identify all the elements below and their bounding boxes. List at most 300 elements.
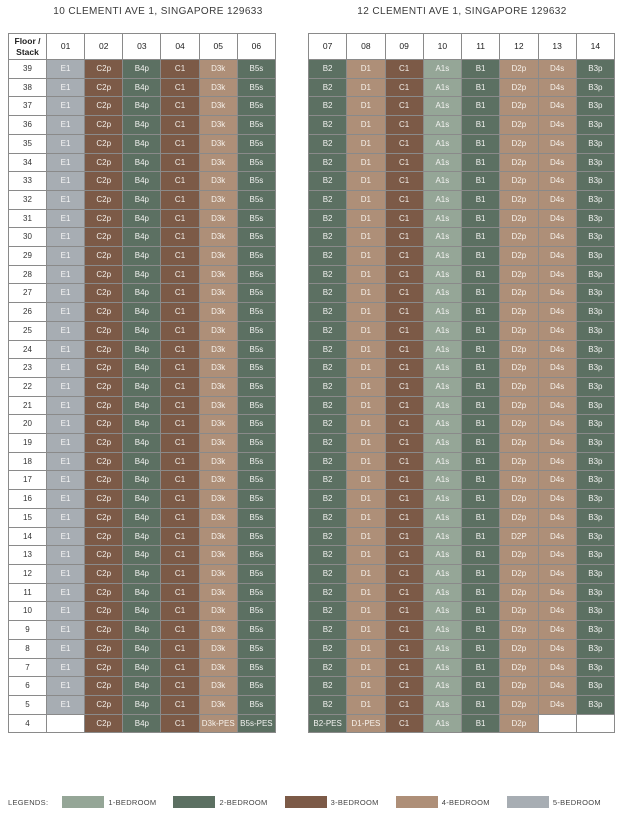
unit-cell: A1s (423, 228, 461, 247)
unit-cell: B4p (123, 677, 161, 696)
unit-cell: D3k (199, 247, 237, 266)
floor-row (309, 265, 615, 284)
floor-stack-header: Floor / Stack (9, 34, 47, 60)
floor-number: 31 (9, 209, 47, 228)
unit-cell: E1 (47, 396, 85, 415)
unit-cell: D2p (500, 415, 538, 434)
floor-row (309, 639, 615, 658)
unit-cell: B1 (462, 228, 500, 247)
unit-cell: E1 (47, 677, 85, 696)
unit-cell: D4s (538, 508, 576, 527)
floor-row (309, 452, 615, 471)
unit-cell: B2 (309, 452, 347, 471)
unit-cell: B4p (123, 190, 161, 209)
unit-cell: C2p (85, 639, 123, 658)
unit-cell: B2 (309, 60, 347, 79)
unit-cell: A1s (423, 471, 461, 490)
unit-cell: B4p (123, 639, 161, 658)
unit-cell: C2p (85, 377, 123, 396)
unit-cell: C1 (385, 359, 423, 378)
floor-row (9, 434, 276, 453)
unit-cell: A1s (423, 78, 461, 97)
unit-cell: B1 (462, 564, 500, 583)
unit-cell: B5s (237, 377, 275, 396)
legend-swatch (173, 796, 215, 808)
floor-row (9, 546, 276, 565)
legend-swatch (285, 796, 327, 808)
unit-cell: B3p (576, 471, 614, 490)
unit-cell: A1s (423, 527, 461, 546)
unit-cell: C1 (385, 190, 423, 209)
unit-cell: D4s (538, 602, 576, 621)
unit-cell: D3k (199, 190, 237, 209)
floor-row (9, 190, 276, 209)
unit-cell: B3p (576, 546, 614, 565)
block-10-header-row (9, 34, 276, 60)
unit-cell: C1 (385, 78, 423, 97)
unit-cell: B2 (309, 303, 347, 322)
unit-cell: C2p (85, 583, 123, 602)
unit-cell: E1 (47, 695, 85, 714)
unit-cell: D3k (199, 209, 237, 228)
unit-cell: C1 (161, 639, 199, 658)
unit-cell: D3k (199, 172, 237, 191)
floor-row (309, 303, 615, 322)
unit-cell: C1 (385, 340, 423, 359)
floor-row (9, 396, 276, 415)
unit-cell: B1 (462, 490, 500, 509)
unit-cell: B1 (462, 172, 500, 191)
unit-cell: B5s (237, 228, 275, 247)
floor-row (309, 377, 615, 396)
unit-cell: B3p (576, 396, 614, 415)
unit-cell: D1 (347, 490, 385, 509)
unit-cell: B2 (309, 228, 347, 247)
unit-cell: D1 (347, 583, 385, 602)
unit-cell: B5s (237, 527, 275, 546)
unit-cell: B3p (576, 564, 614, 583)
unit-cell: D4s (538, 321, 576, 340)
floor-row (309, 116, 615, 135)
unit-cell: C1 (161, 658, 199, 677)
unit-cell: B5s (237, 116, 275, 135)
unit-cell: B3p (576, 153, 614, 172)
unit-cell: D2p (500, 153, 538, 172)
unit-cell: C2p (85, 434, 123, 453)
unit-cell: B5s (237, 621, 275, 640)
unit-cell: D1 (347, 97, 385, 116)
unit-cell: C1 (161, 78, 199, 97)
floor-number: 28 (9, 265, 47, 284)
unit-cell: B3p (576, 527, 614, 546)
floor-row (9, 153, 276, 172)
unit-cell: C1 (385, 228, 423, 247)
unit-cell: C1 (385, 116, 423, 135)
unit-cell: B2 (309, 471, 347, 490)
floor-number: 29 (9, 247, 47, 266)
unit-cell: B3p (576, 247, 614, 266)
unit-cell: A1s (423, 303, 461, 322)
unit-cell: D3k (199, 116, 237, 135)
unit-cell: B2 (309, 490, 347, 509)
unit-cell: B4p (123, 471, 161, 490)
unit-cell: D3k (199, 695, 237, 714)
unit-cell: C1 (161, 134, 199, 153)
unit-cell: B4p (123, 377, 161, 396)
floor-row (9, 340, 276, 359)
unit-cell: E1 (47, 377, 85, 396)
unit-cell: D3k (199, 677, 237, 696)
floor-row (9, 284, 276, 303)
unit-cell: D1 (347, 321, 385, 340)
unit-cell: B2 (309, 602, 347, 621)
unit-cell (538, 714, 576, 733)
unit-cell: D3k (199, 340, 237, 359)
floor-row (309, 209, 615, 228)
unit-cell: E1 (47, 639, 85, 658)
unit-cell: B5s (237, 546, 275, 565)
floor-row (9, 658, 276, 677)
unit-cell: D2p (500, 546, 538, 565)
unit-cell: B4p (123, 60, 161, 79)
unit-cell: A1s (423, 658, 461, 677)
floor-row (309, 471, 615, 490)
unit-cell: D2p (500, 97, 538, 116)
unit-cell: C1 (385, 377, 423, 396)
unit-cell: D3k (199, 377, 237, 396)
unit-cell: E1 (47, 564, 85, 583)
unit-cell: B4p (123, 228, 161, 247)
floor-row (9, 247, 276, 266)
unit-cell: B3p (576, 78, 614, 97)
unit-cell: B1 (462, 714, 500, 733)
unit-cell: D1 (347, 190, 385, 209)
floor-number: 21 (9, 396, 47, 415)
unit-cell: B4p (123, 602, 161, 621)
unit-cell: C1 (385, 434, 423, 453)
unit-cell: B5s (237, 78, 275, 97)
stack-header: 06 (237, 34, 275, 60)
unit-cell: B5s (237, 396, 275, 415)
unit-cell: B3p (576, 97, 614, 116)
unit-cell: D3k (199, 265, 237, 284)
stack-header: 02 (85, 34, 123, 60)
floor-number: 5 (9, 695, 47, 714)
floor-row (309, 97, 615, 116)
unit-cell: C2p (85, 97, 123, 116)
unit-cell: D2p (500, 602, 538, 621)
unit-cell: B1 (462, 508, 500, 527)
unit-cell: B4p (123, 116, 161, 135)
unit-cell: C1 (161, 396, 199, 415)
unit-cell: B3p (576, 172, 614, 191)
floor-row (9, 564, 276, 583)
floor-number: 17 (9, 471, 47, 490)
floor-row (309, 415, 615, 434)
unit-cell: C2p (85, 303, 123, 322)
unit-cell: C2p (85, 209, 123, 228)
unit-cell: D4s (538, 247, 576, 266)
unit-cell: B3p (576, 695, 614, 714)
unit-cell: C1 (161, 153, 199, 172)
unit-cell: C2p (85, 677, 123, 696)
unit-cell: B4p (123, 452, 161, 471)
unit-cell: C1 (161, 116, 199, 135)
stack-header: 03 (123, 34, 161, 60)
unit-cell: B2 (309, 209, 347, 228)
unit-cell: A1s (423, 359, 461, 378)
unit-cell: B2 (309, 564, 347, 583)
unit-cell: B4p (123, 583, 161, 602)
floor-row (9, 97, 276, 116)
floor-row (309, 434, 615, 453)
unit-cell: D3k (199, 546, 237, 565)
unit-cell: B2 (309, 415, 347, 434)
unit-cell: D3k (199, 78, 237, 97)
unit-cell: D2p (500, 190, 538, 209)
floor-row (309, 172, 615, 191)
floor-number: 13 (9, 546, 47, 565)
legend-item-1-bedroom (62, 796, 156, 808)
floor-row (309, 695, 615, 714)
unit-cell: D2p (500, 377, 538, 396)
unit-cell: B2-PES (309, 714, 347, 733)
unit-cell: B4p (123, 265, 161, 284)
unit-cell: D1 (347, 303, 385, 322)
stack-header: 14 (576, 34, 614, 60)
unit-cell: C2p (85, 471, 123, 490)
unit-cell: D4s (538, 527, 576, 546)
unit-cell: D2p (500, 452, 538, 471)
unit-cell: D4s (538, 153, 576, 172)
unit-cell: A1s (423, 377, 461, 396)
legend-item-4-bedroom (396, 796, 490, 808)
unit-cell: C1 (161, 359, 199, 378)
unit-cell: C1 (161, 228, 199, 247)
unit-cell: C2p (85, 359, 123, 378)
unit-cell: D2p (500, 508, 538, 527)
floor-number: 18 (9, 452, 47, 471)
unit-cell: D2p (500, 172, 538, 191)
unit-cell: B2 (309, 97, 347, 116)
unit-cell: C1 (385, 546, 423, 565)
unit-cell: E1 (47, 284, 85, 303)
unit-cell: D2p (500, 714, 538, 733)
floor-number: 8 (9, 639, 47, 658)
unit-cell: D4s (538, 228, 576, 247)
unit-cell: D4s (538, 60, 576, 79)
floor-number: 12 (9, 564, 47, 583)
unit-cell: C1 (385, 153, 423, 172)
unit-cell: B4p (123, 284, 161, 303)
unit-cell: B1 (462, 60, 500, 79)
unit-cell: C1 (161, 303, 199, 322)
unit-cell: C1 (385, 677, 423, 696)
unit-cell: B1 (462, 134, 500, 153)
unit-cell: B2 (309, 377, 347, 396)
unit-cell: A1s (423, 209, 461, 228)
floor-number: 38 (9, 78, 47, 97)
legend-label: 2-BEDROOM (219, 797, 268, 807)
unit-cell: B2 (309, 172, 347, 191)
unit-cell: C2p (85, 658, 123, 677)
unit-cell: A1s (423, 434, 461, 453)
unit-cell: D4s (538, 471, 576, 490)
unit-cell: B1 (462, 321, 500, 340)
unit-cell: A1s (423, 564, 461, 583)
unit-cell: C1 (161, 321, 199, 340)
unit-cell: E1 (47, 340, 85, 359)
floor-number: 37 (9, 97, 47, 116)
unit-cell: C1 (161, 97, 199, 116)
unit-cell: E1 (47, 621, 85, 640)
unit-cell: B4p (123, 658, 161, 677)
floor-row (9, 490, 276, 509)
floor-row (309, 714, 615, 733)
unit-cell: B2 (309, 527, 347, 546)
floor-number: 39 (9, 60, 47, 79)
unit-cell: A1s (423, 639, 461, 658)
unit-cell: E1 (47, 153, 85, 172)
unit-cell: D4s (538, 78, 576, 97)
unit-cell: D1 (347, 172, 385, 191)
floor-row (309, 583, 615, 602)
unit-cell: A1s (423, 714, 461, 733)
legend-item-2-bedroom (173, 796, 267, 808)
unit-cell: C1 (161, 677, 199, 696)
unit-cell: D1 (347, 639, 385, 658)
unit-cell: D2p (500, 247, 538, 266)
unit-cell: D2p (500, 265, 538, 284)
stack-header: 13 (538, 34, 576, 60)
floor-number: 35 (9, 134, 47, 153)
floor-row (9, 78, 276, 97)
unit-cell: B5s (237, 303, 275, 322)
floor-row (9, 209, 276, 228)
floor-number: 23 (9, 359, 47, 378)
unit-cell: A1s (423, 134, 461, 153)
unit-cell: D4s (538, 396, 576, 415)
unit-cell: C1 (385, 172, 423, 191)
unit-cell: B1 (462, 97, 500, 116)
unit-cell: D4s (538, 172, 576, 191)
unit-cell: D2p (500, 340, 538, 359)
unit-cell: B1 (462, 658, 500, 677)
unit-cell: D1 (347, 621, 385, 640)
floor-row (309, 228, 615, 247)
unit-cell: B5s (237, 658, 275, 677)
unit-cell: B5s (237, 490, 275, 509)
unit-cell: C1 (385, 471, 423, 490)
legend-swatch (396, 796, 438, 808)
unit-cell: B3p (576, 677, 614, 696)
unit-cell: D1 (347, 377, 385, 396)
unit-cell: D4s (538, 265, 576, 284)
unit-cell: B1 (462, 396, 500, 415)
unit-cell: B3p (576, 602, 614, 621)
legend-swatch (507, 796, 549, 808)
unit-cell: C2p (85, 78, 123, 97)
unit-cell: C1 (161, 714, 199, 733)
unit-cell: A1s (423, 602, 461, 621)
unit-cell: C2p (85, 714, 123, 733)
unit-cell: B3p (576, 321, 614, 340)
floor-row (309, 247, 615, 266)
unit-cell: C1 (161, 621, 199, 640)
floor-number: 14 (9, 527, 47, 546)
unit-cell: B5s (237, 602, 275, 621)
unit-cell: B1 (462, 415, 500, 434)
unit-cell: B2 (309, 247, 347, 266)
floor-row (309, 134, 615, 153)
unit-cell: C2p (85, 172, 123, 191)
unit-cell: B5s (237, 677, 275, 696)
unit-cell: D3k (199, 434, 237, 453)
unit-cell: E1 (47, 546, 85, 565)
floor-number: 24 (9, 340, 47, 359)
unit-cell: B2 (309, 658, 347, 677)
unit-cell: D1 (347, 60, 385, 79)
unit-cell: C1 (385, 714, 423, 733)
unit-cell (576, 714, 614, 733)
unit-cell: D3k (199, 583, 237, 602)
unit-cell: D1 (347, 116, 385, 135)
floor-row (9, 377, 276, 396)
unit-cell: C1 (385, 583, 423, 602)
unit-cell: B1 (462, 602, 500, 621)
unit-cell: B1 (462, 695, 500, 714)
unit-cell: B3p (576, 490, 614, 509)
block-10-rows (9, 60, 276, 733)
unit-cell: C2p (85, 564, 123, 583)
unit-cell: D4s (538, 190, 576, 209)
unit-cell: D1 (347, 434, 385, 453)
unit-cell: D2p (500, 658, 538, 677)
unit-cell: B4p (123, 621, 161, 640)
unit-cell: C1 (385, 508, 423, 527)
unit-cell: B2 (309, 340, 347, 359)
floor-row (309, 508, 615, 527)
unit-cell: D3k (199, 639, 237, 658)
unit-cell: B3p (576, 452, 614, 471)
unit-cell: C2p (85, 621, 123, 640)
unit-cell: B5s (237, 97, 275, 116)
unit-cell: B1 (462, 359, 500, 378)
stack-header: 07 (309, 34, 347, 60)
unit-cell: B5s (237, 639, 275, 658)
unit-cell: B2 (309, 396, 347, 415)
unit-cell: C2p (85, 116, 123, 135)
unit-cell: A1s (423, 677, 461, 696)
unit-cell: A1s (423, 284, 461, 303)
block-10-title: 10 CLEMENTI AVE 1, SINGAPORE 129633 (53, 6, 263, 17)
stack-header: 05 (199, 34, 237, 60)
unit-cell: B4p (123, 340, 161, 359)
unit-cell: D3k (199, 228, 237, 247)
unit-cell: C1 (385, 564, 423, 583)
unit-cell: B2 (309, 265, 347, 284)
unit-cell: B4p (123, 359, 161, 378)
floor-number: 10 (9, 602, 47, 621)
unit-cell: B5s (237, 284, 275, 303)
floor-row (9, 695, 276, 714)
unit-cell: C1 (161, 452, 199, 471)
unit-cell: C1 (161, 602, 199, 621)
unit-cell: D4s (538, 564, 576, 583)
floor-row (309, 284, 615, 303)
unit-cell: C1 (161, 60, 199, 79)
unit-cell: D1 (347, 153, 385, 172)
